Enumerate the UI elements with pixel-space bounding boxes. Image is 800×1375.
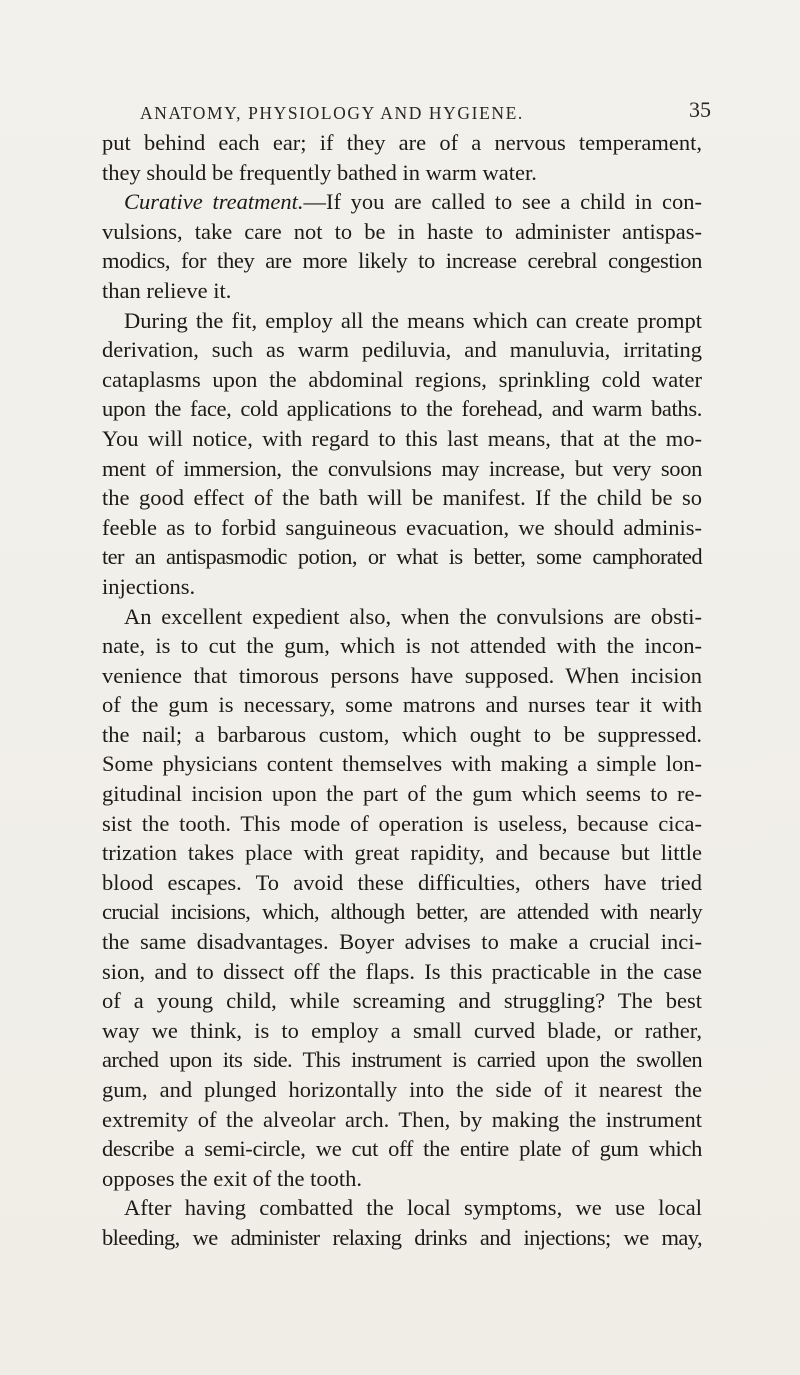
text-line: extremity of the alveolar arch. Then, by making the instrument: [102, 1106, 702, 1132]
text-line: gum, and plunged horizontally into the side of it nearest the: [102, 1077, 702, 1102]
running-head: ANATOMY, PHYSIOLOGY AND HYGIENE.: [140, 103, 524, 123]
text-line: injections.: [102, 573, 196, 599]
body-text: [102, 128, 702, 1253]
text-line: You will notice, with regard to this last means, that at the mo-: [102, 425, 702, 451]
text-line: way we think, is to employ a small curved blade, or rather,: [102, 1017, 702, 1043]
text-line: vulsions, take care not to be in haste to administer antispas-: [102, 218, 702, 244]
text-line: During the fit, employ all the means which can create prompt: [124, 307, 702, 333]
text-line: crucial incisions, which, although better, are attended with nearly: [102, 899, 702, 925]
text-line: the nail; a barbarous custom, which ought to be suppressed.: [102, 721, 702, 747]
text-line: blood escapes. To avoid these difficulties, others have tried: [102, 869, 702, 895]
text-line: cataplasms upon the abdominal regions, sprinkling cold water: [102, 366, 702, 392]
text-line: ment of immersion, the convulsions may increase, but very soon: [102, 455, 702, 481]
text-line: upon the face, cold applications to the forehead, and warm baths.: [102, 396, 702, 422]
page-number: 35: [689, 97, 711, 122]
text-line: Some physicians content themselves with making a simple lon-: [102, 751, 702, 777]
text-line: An excellent expedient also, when the convulsions are obsti-: [124, 603, 702, 629]
text-line: nate, is to cut the gum, which is not attended with the incon-: [102, 633, 702, 659]
text-line: venience that timorous persons have supposed. When incision: [102, 662, 702, 688]
text-line: the good effect of the bath will be manifest. If the child be so: [102, 485, 702, 511]
text-line: of the gum is necessary, some matrons and nurses tear it with: [102, 692, 702, 718]
text-line: than relieve it.: [102, 277, 232, 303]
curative-treatment-line: [102, 187, 702, 217]
text-line: ter an antispasmodic potion, or what is better, some camphorated: [102, 544, 702, 570]
text-line: arched upon its side. This instrument is carried upon the swollen: [102, 1047, 702, 1073]
text-line: opposes the exit of the tooth.: [102, 1165, 362, 1191]
text-line: feeble as to forbid sanguineous evacuation, we should adminis-: [102, 514, 702, 540]
text-line: trization takes place with great rapidity, and because but little: [102, 840, 702, 866]
text-line: bleeding, we administer relaxing drinks and injections; we may,: [102, 1224, 702, 1250]
text-line: derivation, such as warm pediluvia, and manuluvia, irritating: [102, 337, 702, 363]
text-line: After having combatted the local symptoms, we use local: [124, 1195, 702, 1221]
text-line: they should be frequently bathed in warm water.: [102, 159, 537, 185]
text-line: sion, and to dissect off the flaps. Is this practicable in the case: [102, 958, 702, 984]
text-line: describe a semi-circle, we cut off the entire plate of gum which: [102, 1136, 702, 1162]
text-line: the same disadvantages. Boyer advises to make a crucial inci-: [102, 929, 702, 955]
text-line: gitudinal incision upon the part of the gum which seems to re-: [102, 781, 702, 807]
curative-treatment-text: —If you are called to see a child in con-: [303, 189, 702, 215]
text-line: put behind each ear; if they are of a nervous temperament,: [102, 130, 702, 155]
text-line: of a young child, while screaming and struggling? The best: [102, 988, 702, 1014]
text-line: sist the tooth. This mode of operation is useless, because cica-: [102, 810, 702, 836]
curative-treatment-heading: Curative treatment.: [124, 189, 304, 215]
text-line: modics, for they are more likely to increase cerebral congestion: [102, 248, 702, 274]
